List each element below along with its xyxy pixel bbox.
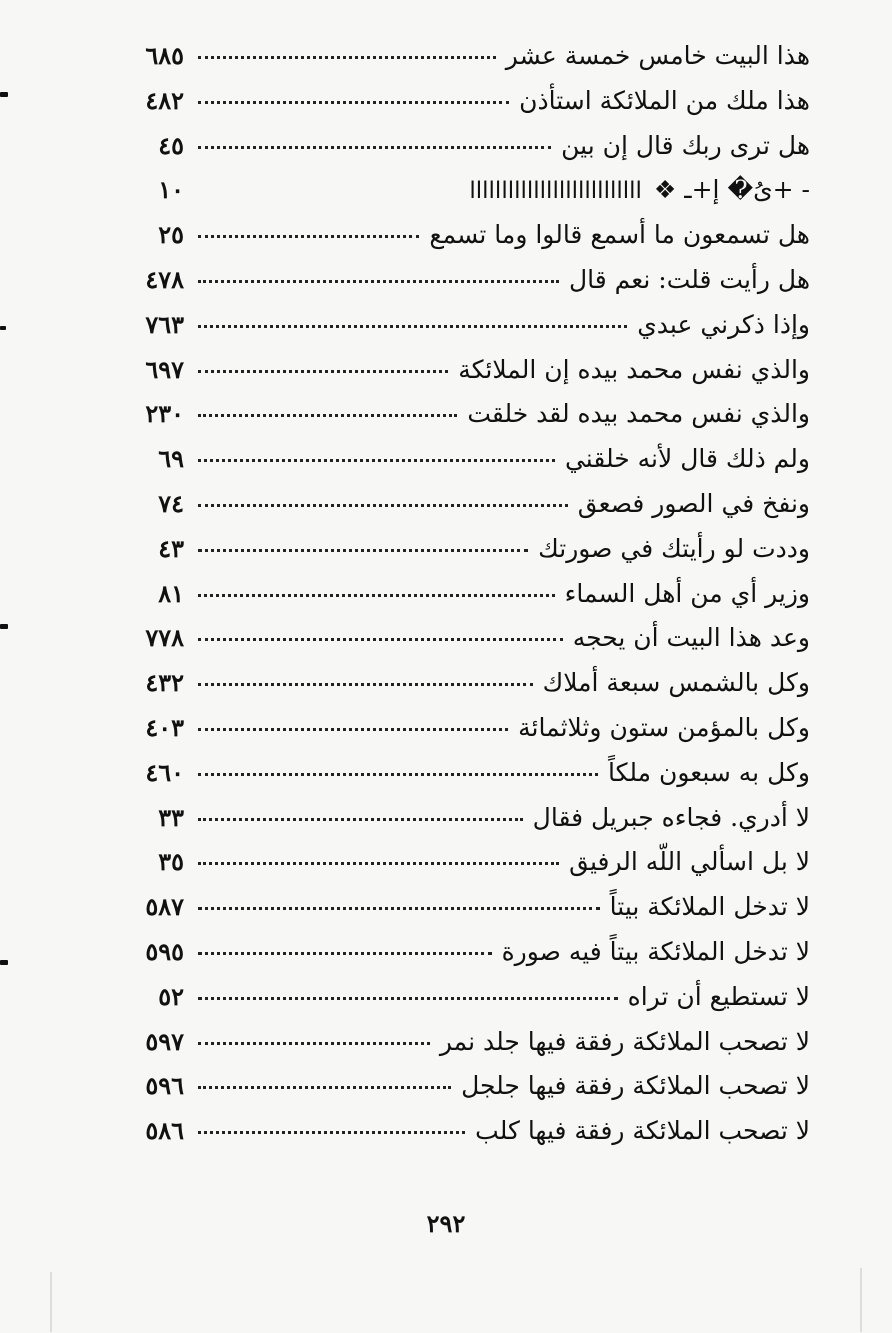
scan-edge-line: [50, 1272, 52, 1332]
entry-text: لا بل اسألي اللّه الرفيق: [569, 847, 810, 877]
entry-text: والذي نفس محمد بيده لقد خلقت: [467, 399, 810, 429]
index-entry: [120, 1064, 810, 1109]
index-entry: [120, 661, 810, 706]
index-entry: [120, 348, 810, 393]
entry-page-number: ٧٦٣: [145, 309, 184, 339]
margin-mark: [0, 326, 6, 330]
entry-text: هل رأيت قلت: نعم قال: [568, 264, 810, 294]
dot-leader: [198, 1131, 465, 1134]
entry-page-number: ٦٨٥: [145, 41, 184, 70]
dot-leader: [198, 504, 568, 507]
dot-leader: [198, 907, 600, 910]
entry-page-number: ٥٩٥: [145, 936, 184, 966]
dot-leader: [198, 56, 496, 59]
dot-leader: [198, 146, 551, 149]
entry-text: هل تسمعون ما أسمع قالوا وما تسمع: [429, 220, 810, 250]
entry-text: ولم ذلك قال لأنه خلقني: [564, 444, 810, 474]
dot-leader: [198, 952, 492, 955]
index-entry-garbled: [120, 168, 810, 213]
dot-leader: [198, 280, 559, 283]
dot-leader: [198, 818, 523, 821]
index-entry: [120, 1109, 810, 1154]
entry-text: وددت لو رأيتك في صورتك: [538, 533, 810, 563]
index-entry: [120, 392, 810, 437]
index-entry: [120, 706, 810, 751]
index-entry: [120, 796, 810, 841]
entry-page-number: ٥٨٧: [145, 892, 184, 922]
index-entry: [120, 482, 810, 527]
entry-text: وكل بالشمس سبعة أملاك: [542, 668, 810, 698]
index-entry: [120, 1020, 810, 1065]
entry-page-number: ٣٥: [158, 847, 184, 877]
dot-leader: [198, 1086, 451, 1089]
margin-mark: [0, 624, 8, 629]
entry-page-number: ٦٩: [158, 444, 184, 474]
margin-mark: [0, 92, 8, 97]
entry-page-number: ٥٢: [158, 981, 184, 1011]
entry-page-number: ٤٧٨: [145, 264, 184, 294]
dot-leader: [198, 549, 528, 552]
entry-text: لا تستطيع أن تراه: [627, 981, 810, 1011]
index-list: [120, 34, 810, 1154]
entry-text: لا تصحب الملائكة رفقة فيها كلب: [475, 1116, 810, 1146]
index-entry: [120, 303, 810, 348]
index-entry: [120, 616, 810, 661]
entry-text: لا تصحب الملائكة رفقة فيها جلجل: [461, 1071, 810, 1101]
dot-leader: [198, 1042, 430, 1045]
entry-page-number: ٢٥: [158, 220, 184, 250]
dot-leader: [198, 235, 419, 238]
entry-text: لا تصحب الملائكة رفقة فيها جلد نمر: [439, 1026, 810, 1056]
index-entry: [120, 79, 810, 124]
entry-text: والذي نفس محمد بيده إن الملائكة: [458, 354, 810, 384]
entry-text: هذا ملك من الملائكة استأذن: [519, 85, 810, 115]
entry-page-number: ٢٣٠: [145, 399, 184, 429]
entry-text: لا تدخل الملائكة بيتاً فيه صورة: [501, 936, 810, 966]
margin-mark: [0, 960, 8, 965]
index-entry: [120, 840, 810, 885]
dot-leader: [198, 862, 559, 865]
index-entry: [120, 258, 810, 303]
dot-leader: [198, 594, 555, 597]
garbled-leader: ااااااااااااااااااااااااااا: [469, 178, 642, 205]
entry-text: - +ىُ� إ+ـ ❖: [653, 175, 810, 205]
dot-leader: [198, 459, 555, 462]
index-entry: [120, 751, 810, 796]
entry-page-number: ٤٨٢: [145, 85, 184, 115]
entry-text: ونفخ في الصور فصعق: [577, 488, 810, 518]
index-entry: [120, 885, 810, 930]
entry-page-number: ٤٥: [158, 130, 184, 160]
entry-page-number: ٧٤: [158, 488, 184, 518]
entry-text: وكل به سبعون ملكاً: [607, 757, 810, 787]
dot-leader: [198, 997, 618, 1000]
entry-page-number: ٤٣: [158, 533, 184, 563]
entry-page-number: ٦٩٧: [145, 354, 184, 384]
entry-page-number: ٤٣٢: [145, 668, 184, 698]
entry-text: لا أدري. فجاءه جبريل فقال: [532, 802, 810, 832]
index-entry: [120, 975, 810, 1020]
entry-text: وإذا ذكرني عبدي: [637, 309, 810, 339]
entry-page-number: ٥٨٦: [145, 1116, 184, 1146]
entry-page-number: ٨١: [158, 578, 184, 608]
index-entry: [120, 124, 810, 169]
dot-leader: [198, 683, 533, 686]
entry-page-number: ٣٣: [158, 802, 184, 832]
index-entry: [120, 213, 810, 258]
entry-page-number: ٧٧٨: [145, 623, 184, 653]
entry-text: هذا البيت خامس خمسة عشر: [505, 41, 810, 70]
entry-page-number: ١٠: [158, 175, 184, 205]
entry-page-number: ٤٠٣: [145, 712, 184, 742]
dot-leader: [198, 370, 448, 373]
index-entry: [120, 930, 810, 975]
dot-leader: [198, 638, 563, 641]
entry-page-number: ٥٩٦: [145, 1071, 184, 1101]
index-entry: [120, 527, 810, 572]
dot-leader: [198, 773, 598, 776]
dot-leader: [198, 728, 508, 731]
page-number-footer: ٢٩٢: [426, 1209, 466, 1238]
entry-text: لا تدخل الملائكة بيتاً: [609, 892, 810, 922]
index-entry: [120, 437, 810, 482]
entry-text: وعد هذا البيت أن يحجه: [572, 623, 810, 653]
dot-leader: [198, 414, 457, 417]
dot-leader: [198, 325, 627, 328]
index-entry: [120, 572, 810, 617]
entry-text: وكل بالمؤمن ستون وثلاثمائة: [518, 712, 810, 742]
entry-text: وزير أي من أهل السماء: [564, 578, 810, 608]
index-entry: [120, 34, 810, 79]
entry-text: هل ترى ربك قال إن بين: [561, 130, 810, 160]
dot-leader: [198, 101, 509, 104]
scan-edge-line: [860, 1268, 862, 1332]
entry-page-number: ٤٦٠: [145, 757, 184, 787]
entry-page-number: ٥٩٧: [145, 1026, 184, 1056]
